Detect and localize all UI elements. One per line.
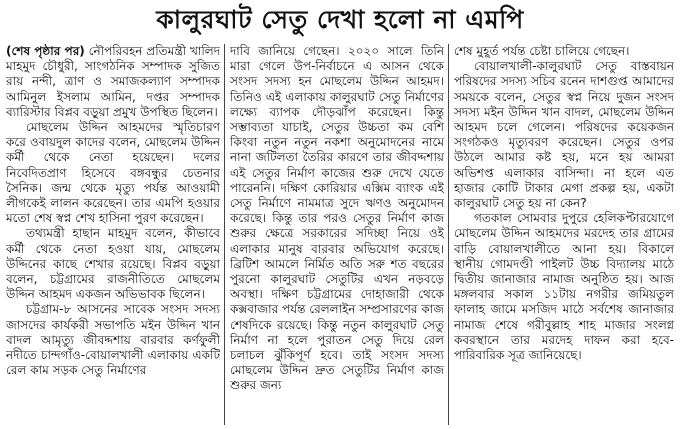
paragraph: তথ্যমন্ত্রী হাছান মাহমুদ বলেন, কীভাবে কর্মী থেকে নেতা হওয়া যায়, মোছলেম উদ্দিনের কাছে শেখার রয়েছে। বিপ্লব বড়ুয়া বলেন, চট্টগ্রামের রাজনীতিতে মোছলেম উদ্দিন আহমদ একজন অভিভাবক ছিলেন। bbox=[6, 226, 220, 302]
article-body bbox=[6, 44, 674, 425]
headline: কালুরঘাট সেতু দেখা হলো না এমপি bbox=[156, 5, 524, 34]
paragraph: বোয়ালখালী-কালুরঘাট সেতু বাস্তবায়ন পরিষদের সদস্য সচিব রনেন দাশগুপ্ত আমাদের সময়কে বলেন, সেতুর স্বপ্ন নিয়ে দুজন সংসদ সদস্য মইন উদ্দিন খান বাদল, মোছলেম উদ্দিন আহমদ চলে গেলেন। পরিষদের কয়েকজন সংগঠকও মৃত্যুবরণ করেছেন। সেতুর ওপর উঠলে আমার কষ্ট হয়, মনে হয় আমরা অভিশপ্ত এলাকার বাসিন্দা। না হলে এত হাজার কোটি টাকার মেগা প্রকল্প হয়, একটা কালুরঘাট সেতু হয় না কেন? bbox=[454, 59, 674, 211]
column-2 bbox=[230, 44, 444, 425]
paragraph: দাবি জানিয়ে গেছেন। ২০২০ সালে তিনি মারা গেলে উপ-নির্বাচনে এ আসন থেকে সংসদ সদস্য হন মোছলেম উদ্দিন আহমদ। তিনিও এই এলাকায় কালুরঘাট সেতু নির্মাণের লক্ষ্যে ব্যাপক দৌড়ঝাঁপ করেছেন। কিন্তু সম্ভাব্যতা যাচাই, সেতুর উচ্চতা কম বেশি কিংবা নতুন নতুন নকশা অনুমোদনের নামে নানা জটিলতা তৈরির কারণে তার জীবদ্দশায় এই সেতুর নির্মাণ কাজের শুরু দেখে যেতে পারেননি। দক্ষিণ কোরিয়ার এক্সিম ব্যাংক এই সেতু নির্মাণে নামমাত্র সুদে ঋণও অনুমোদন করেছে। কিন্তু তার পরও সেতুর নির্মাণ কাজ শুরুর ক্ষেত্রে সরকারের সদিচ্ছা নিয়ে ওই এলাকার মানুষ বারবার অভিযোগ করেছে। ব্রিটিশ আমলে নির্মিত অতি সরু শত বছরের পুরনো কালুরঘাট সেতুটির এখন নড়বড়ে অবস্থা। দক্ষিণ চট্টগ্রামের দোহাজারী থেকে কক্সবাজার পর্যন্ত রেললাইন সম্প্রসারণের কাজ শেষদিকে রয়েছে। কিন্তু নতুন কালুরঘাট সেতু নির্মাণ না হলে পুরাতন সেতু দিয়ে রেল চলাচল ঝুঁকিপূর্ণ হবে। তাই সংসদ সদস্য মোছলেম উদ্দিন দ্রুত সেতুটির নির্মাণ কাজ শুরুর জন্য bbox=[230, 44, 444, 393]
paragraph: শেষ মুহূর্ত পর্যন্ত চেষ্টা চালিয়ে গেছেন। bbox=[454, 44, 630, 58]
column-1 bbox=[6, 44, 220, 425]
paragraph: চট্টগ্রাম-৮ আসনের সাবেক সংসদ সদস্য জাসদের কার্যকরী সভাপতি মইন উদ্দিন খান বাদল আমৃত্যু জীবদ্দশায় বারবার কর্ণফুলী নদীতে চান্দগাঁও-বোয়ালখালী এলাকায় একটি রেল কাম সড়ক সেতু নির্মাণের bbox=[6, 302, 220, 378]
paragraph: গতকাল সোমবার দুপুরে হেলিকপ্টারযোগে মোছলেম উদ্দিন আহমদের মরদেহ তার গ্রামের বাড়ি বোয়ালখালীতে আনা হয়। বিকালে স্থানীয় গোমদণ্ডী পাইলট উচ্চ বিদ্যালয় মাঠে দ্বিতীয় জানাজার নামাজ অনুষ্ঠিত হয়। আজ মঙ্গলবার সকাল ১১টায় নগরীর জমিয়তুল ফালাহ জামে মসজিদ মাঠে সর্বশেষ জানাজার নামাজ শেষে গরীবুল্লাহ শাহ মাজার সংলগ্ন কবরস্থানে তার মরদেহ দাফন করা হবে- পারিবারিক সূত্র জানিয়েছে। bbox=[454, 211, 674, 363]
paragraph-text: নৌপরিবহন প্রতিমন্ত্রী খালিদ মাহমুদ চৌধুরী, সাংগঠনিক সম্পাদক সুজিত রায় নন্দী, ত্রাণ ও সমাজকল্যাণ সম্পাদক আমিনুল ইসলাম আমিন, দপ্তর সম্পাদক ব্যারিস্টার বিপ্লব বড়ুয়া প্রমুখ উপস্থিত ছিলেন। bbox=[6, 44, 220, 119]
continuation-label: (শেষ পৃষ্ঠার পর) bbox=[6, 44, 85, 58]
column-divider bbox=[448, 44, 449, 425]
paragraph bbox=[6, 44, 220, 120]
column-3 bbox=[454, 44, 674, 425]
paragraph: মোছলেম উদ্দিন আহমদের স্মৃতিচারণ করে ওবায়দুল কাদের বলেন, মোছলেম উদ্দিন কর্মী থেকে নেতা হয়েছেন। দলের নিবেদিতপ্রাণ হিসেবে বঙ্গবন্ধুর চেতনার সৈনিক। জন্ম থেকে মৃত্যু পর্যন্ত আওয়ামী লীগকেই লালন করেছেন। তার এমপি হওয়ার মতো শেষ স্বপ্ন শেখ হাসিনা পুরণ করেছেন। bbox=[6, 120, 220, 226]
column-divider bbox=[224, 44, 225, 425]
